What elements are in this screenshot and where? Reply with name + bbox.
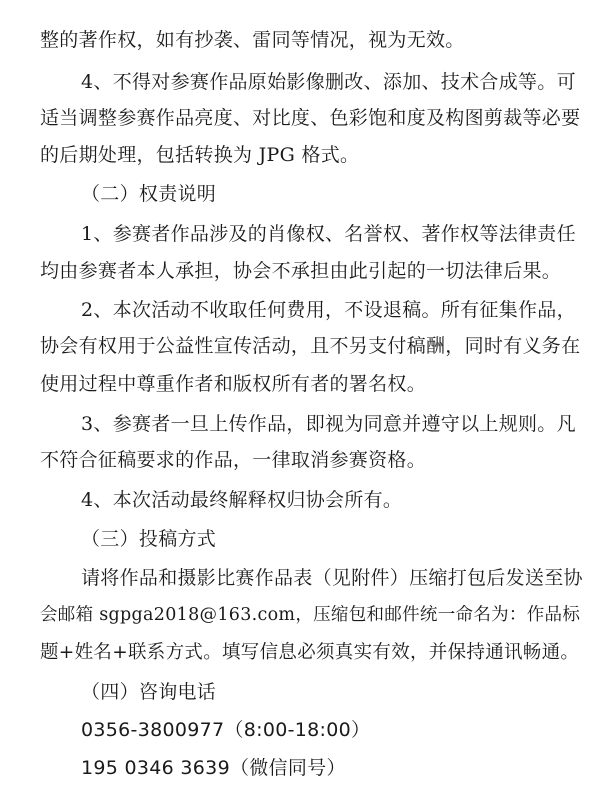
text-line: 4、本次活动最终解释权归协会所有。 bbox=[81, 489, 403, 511]
text-line: 题+姓名+联系方式。填写信息必须真实有效，并保持通讯畅通。 bbox=[40, 642, 580, 663]
phone-number: 0356-3800977（8:00-18:00） bbox=[81, 719, 371, 741]
text-line: 1、参赛者作品涉及的肖像权、名誉权、著作权等法律责任 bbox=[81, 223, 576, 245]
text-line: 整的著作权，如有抄袭、雷同等情况，视为无效。 bbox=[40, 29, 465, 51]
text-line: 2、本次活动不收取任何费用，不设退稿。所有征集作品， bbox=[81, 299, 576, 321]
text-line: 不符合征稿要求的作品，一律取消参赛资格。 bbox=[40, 449, 427, 471]
section-heading: （三）投稿方式 bbox=[81, 528, 217, 550]
text-line: 的后期处理，包括转换为 JPG 格式。 bbox=[40, 144, 360, 166]
section-heading: （四）咨询电话 bbox=[81, 681, 217, 703]
text-line: 适当调整参赛作品亮度、对比度、色彩饱和度及构图剪裁等必要 bbox=[40, 107, 581, 129]
text-line: 会邮箱 sgpga2018@163.com，压缩包和邮件统一命名为：作品标 bbox=[40, 605, 581, 625]
text-line: 协会有权用于公益性宣传活动，且不另支付稿酬，同时有义务在 bbox=[40, 335, 581, 357]
text-line: 请将作品和摄影比赛作品表（见附件）压缩打包后发送至协 bbox=[81, 567, 583, 589]
text-line: 均由参赛者本人承担，协会不承担由此引起的一切法律后果。 bbox=[40, 260, 562, 282]
phone-number: 195 0346 3639（微信同号） bbox=[81, 757, 346, 779]
text-line: 使用过程中尊重作者和版权所有者的署名权。 bbox=[40, 373, 427, 395]
text-line: 4、不得对参赛作品原始影像删改、添加、技术合成等。可 bbox=[81, 71, 576, 93]
section-heading: （二）权责说明 bbox=[81, 183, 217, 205]
text-line: 3、参赛者一旦上传作品，即视为同意并遵守以上规则。凡 bbox=[81, 413, 576, 435]
